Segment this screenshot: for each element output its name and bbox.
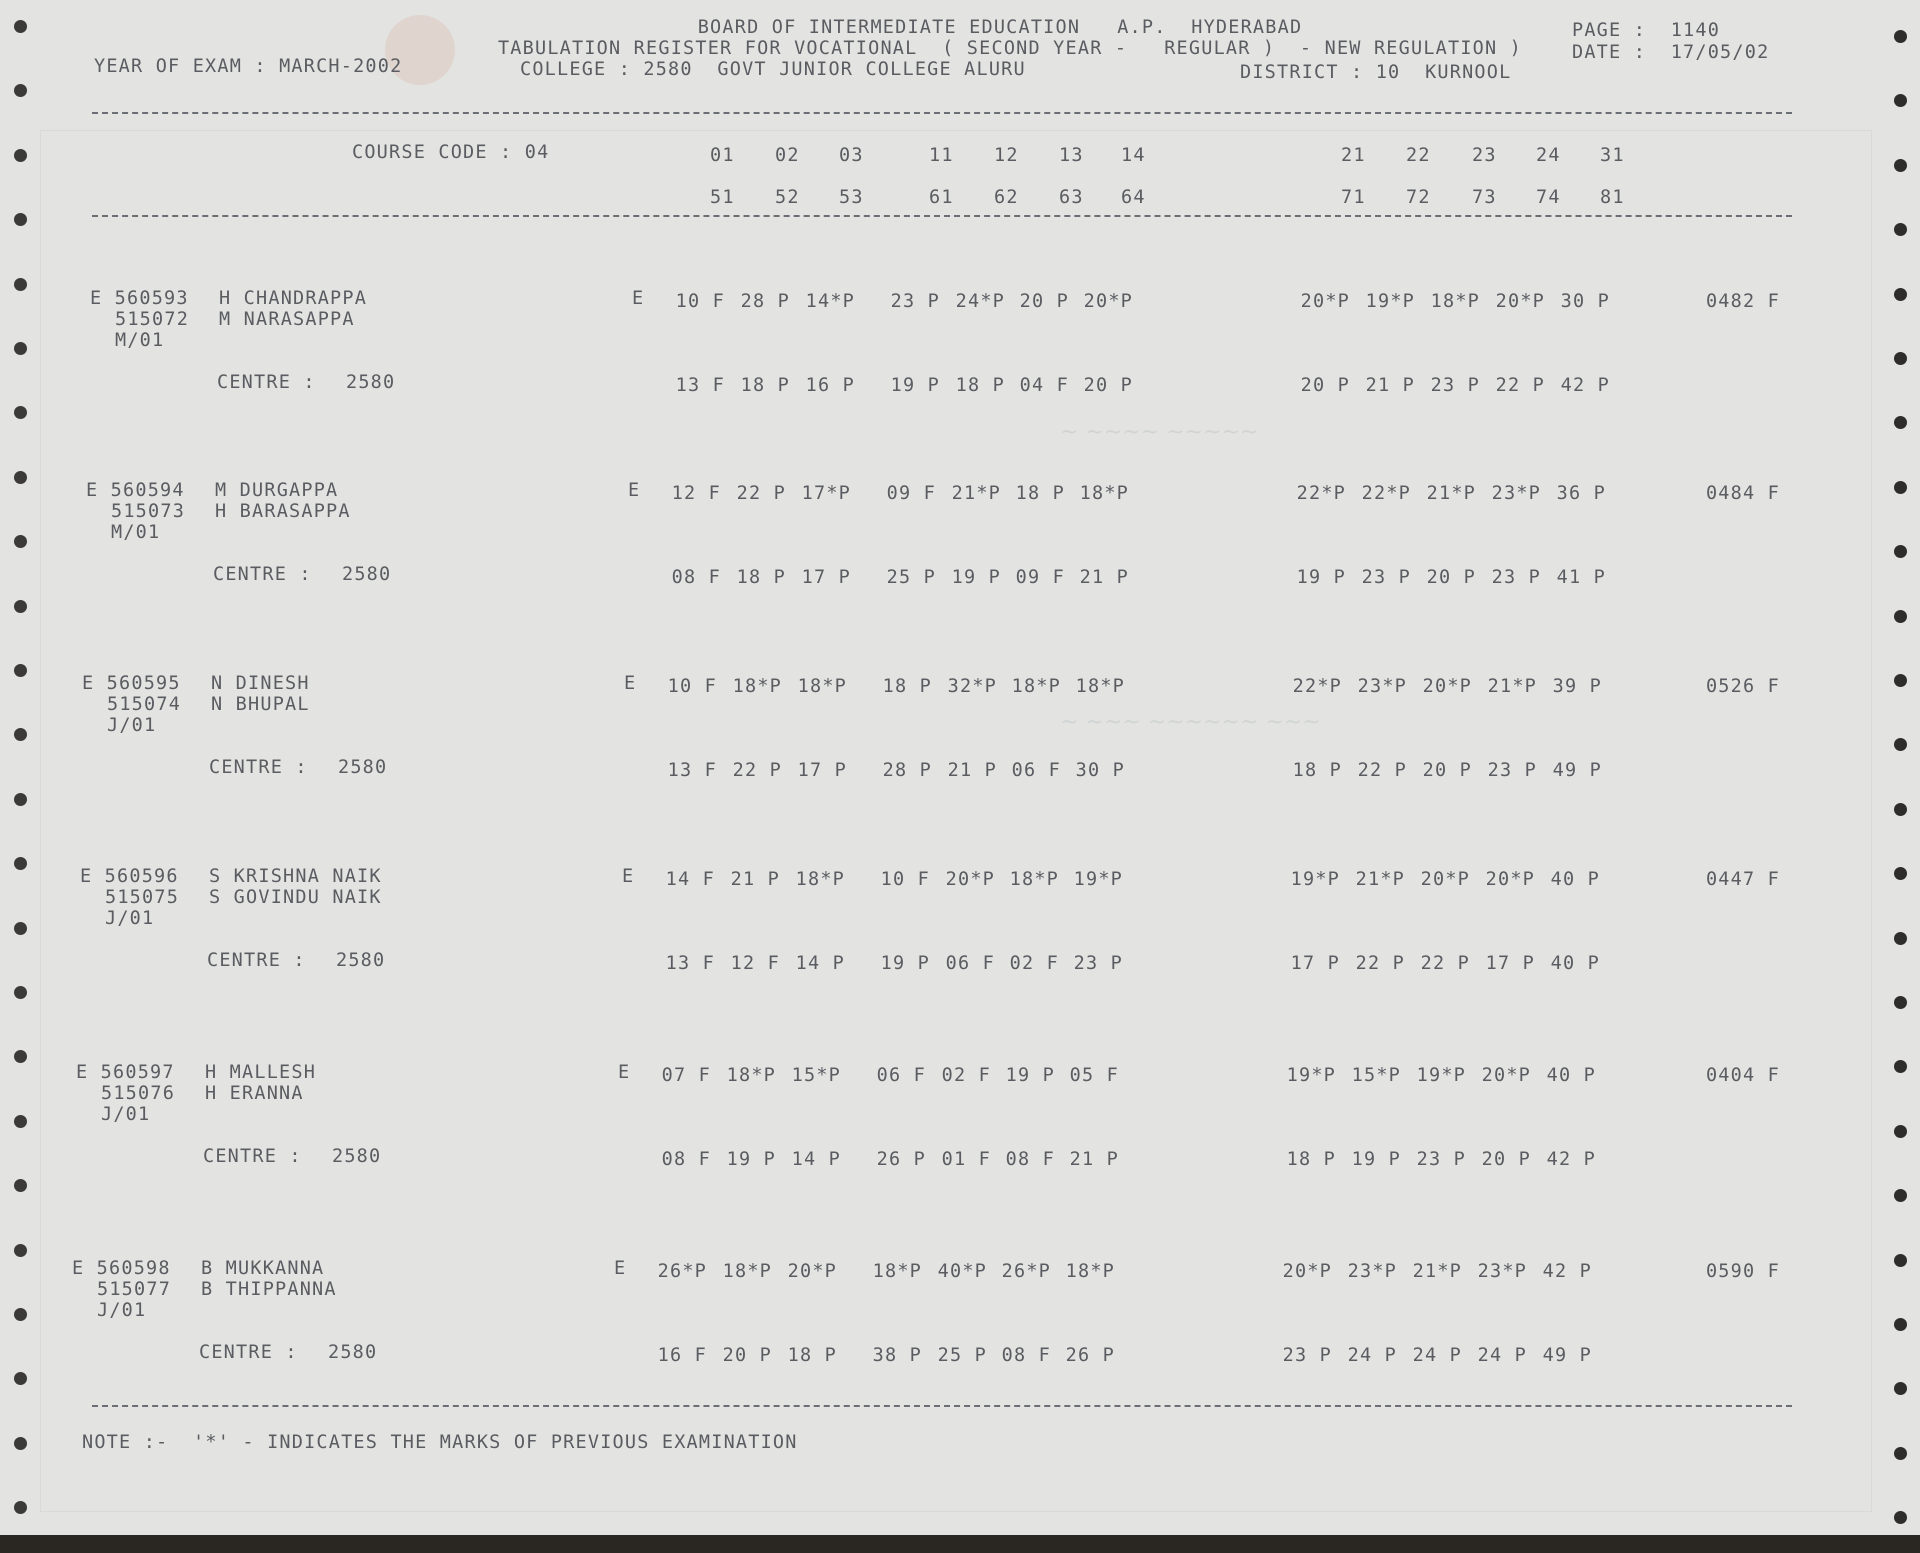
subject-code-row2: 61 bbox=[929, 187, 954, 208]
perforation-hole bbox=[14, 342, 27, 355]
perforation-hole bbox=[1894, 674, 1907, 687]
medium: E bbox=[614, 1258, 627, 1279]
subject-mark-row2: 25 P bbox=[886, 567, 936, 588]
perforation-hole bbox=[1894, 1318, 1907, 1331]
subject-mark-row2: 19 P bbox=[726, 1149, 776, 1170]
subject-mark-row2: 17 P bbox=[1290, 953, 1340, 974]
perforation-hole bbox=[1894, 416, 1907, 429]
father-name: S GOVINDU NAIK bbox=[209, 887, 382, 908]
subject-mark-row1: 18*P bbox=[795, 869, 845, 890]
subject-code-row2: 63 bbox=[1059, 187, 1084, 208]
subject-mark-row2: 19 P bbox=[951, 567, 1001, 588]
subject-mark-row1: 10 F bbox=[880, 869, 930, 890]
subject-mark-row2: 20 P bbox=[1481, 1149, 1531, 1170]
grand-total-result: 0590 F bbox=[1705, 1261, 1780, 1282]
subject-mark-row2: 18 P bbox=[740, 375, 790, 396]
subject-mark-row2: 02 F bbox=[1009, 953, 1059, 974]
subject-mark-row2: 20 P bbox=[1426, 567, 1476, 588]
perforation-hole bbox=[14, 1437, 27, 1450]
perforation-hole bbox=[14, 728, 27, 741]
subject-mark-row1: 07 F bbox=[661, 1065, 711, 1086]
grand-total-result: 0484 F bbox=[1705, 483, 1780, 504]
subject-mark-row1: 20*P bbox=[1495, 291, 1545, 312]
subject-mark-row2: 21 P bbox=[1069, 1149, 1119, 1170]
subject-mark-row2: 38 P bbox=[872, 1345, 922, 1366]
footer-rule bbox=[92, 1405, 1792, 1407]
perforation-hole bbox=[14, 600, 27, 613]
subject-mark-row1: 18*P bbox=[1065, 1261, 1115, 1282]
subject-mark-row1: 18*P bbox=[797, 676, 847, 697]
subject-mark-row1: 26*P bbox=[657, 1261, 707, 1282]
subject-code-row2: 74 bbox=[1536, 187, 1561, 208]
subject-mark-row1: 21 P bbox=[730, 869, 780, 890]
centre-code: 2580 bbox=[342, 564, 392, 585]
subject-mark-row2: 06 F bbox=[1011, 760, 1061, 781]
category-code: J/01 bbox=[105, 908, 155, 929]
subject-mark-row2: 08 F bbox=[671, 567, 721, 588]
category-code: J/01 bbox=[101, 1104, 151, 1125]
perforation-hole bbox=[1894, 545, 1907, 558]
subject-mark-row2: 18 P bbox=[787, 1345, 837, 1366]
perforation-hole bbox=[14, 1179, 27, 1192]
grand-total-result: 0482 F bbox=[1705, 291, 1780, 312]
registration-number: 515077 bbox=[97, 1279, 172, 1300]
subject-mark-row1: 18*P bbox=[1011, 676, 1061, 697]
subject-mark-row1: 17*P bbox=[801, 483, 851, 504]
subject-mark-row1: 02 F bbox=[941, 1065, 991, 1086]
registration-number: 515076 bbox=[101, 1083, 176, 1104]
subject-mark-row1: 18*P bbox=[1079, 483, 1129, 504]
district-info: DISTRICT : 10 KURNOOL bbox=[1240, 62, 1512, 83]
candidate-name: S KRISHNA NAIK bbox=[209, 866, 382, 887]
perforation-hole bbox=[1894, 1511, 1907, 1524]
subject-mark-row2: 19 P bbox=[1351, 1149, 1401, 1170]
subject-mark-row2: 19 P bbox=[880, 953, 930, 974]
centre-code: 2580 bbox=[338, 757, 388, 778]
subject-mark-row2: 17 P bbox=[801, 567, 851, 588]
centre-code: 2580 bbox=[346, 372, 396, 393]
hall-ticket-number: E 560595 bbox=[82, 673, 181, 694]
medium: E bbox=[632, 288, 645, 309]
subject-mark-row1: 22 P bbox=[736, 483, 786, 504]
category-code: M/01 bbox=[115, 330, 165, 351]
subject-mark-row2: 24 P bbox=[1347, 1345, 1397, 1366]
perforation-hole bbox=[14, 1501, 27, 1514]
perforation-hole bbox=[14, 986, 27, 999]
candidate-name: H CHANDRAPPA bbox=[219, 288, 368, 309]
perforation-hole bbox=[1894, 803, 1907, 816]
subject-mark-row1: 18*P bbox=[732, 676, 782, 697]
subject-mark-row2: 19 P bbox=[1296, 567, 1346, 588]
subject-mark-row2: 06 F bbox=[945, 953, 995, 974]
subject-mark-row1: 40*P bbox=[937, 1261, 987, 1282]
subject-code-row1: 12 bbox=[994, 145, 1019, 166]
perforation-hole bbox=[1894, 996, 1907, 1009]
subject-mark-row1: 18*P bbox=[1075, 676, 1125, 697]
subject-mark-row2: 09 F bbox=[1015, 567, 1065, 588]
subject-code-row2: 81 bbox=[1600, 187, 1625, 208]
subject-mark-row1: 18 P bbox=[882, 676, 932, 697]
subject-mark-row2: 14 P bbox=[791, 1149, 841, 1170]
perforation-hole bbox=[14, 84, 27, 97]
subject-mark-row2: 21 P bbox=[1079, 567, 1129, 588]
hall-ticket-number: E 560596 bbox=[80, 866, 179, 887]
subject-mark-row2: 22 P bbox=[732, 760, 782, 781]
subject-mark-row1: 05 F bbox=[1069, 1065, 1119, 1086]
perforation-hole bbox=[1894, 481, 1907, 494]
perforation-hole bbox=[1894, 610, 1907, 623]
perforation-hole bbox=[14, 1115, 27, 1128]
subject-code-row1: 11 bbox=[929, 145, 954, 166]
subject-code-row1: 24 bbox=[1536, 145, 1561, 166]
subject-mark-row1: 20*P bbox=[1300, 291, 1350, 312]
subject-mark-row2: 14 P bbox=[795, 953, 845, 974]
category-code: M/01 bbox=[111, 522, 161, 543]
registration-number: 515074 bbox=[107, 694, 182, 715]
column-header-rule bbox=[92, 215, 1792, 217]
subject-mark-row2: 24 P bbox=[1477, 1345, 1527, 1366]
perforation-hole bbox=[14, 535, 27, 548]
perforation-hole bbox=[14, 1050, 27, 1063]
centre-code: 2580 bbox=[332, 1146, 382, 1167]
subject-mark-row2: 20 P bbox=[1300, 375, 1350, 396]
centre-code: 2580 bbox=[336, 950, 386, 971]
perforation-hole bbox=[1894, 738, 1907, 751]
centre-label: CENTRE : bbox=[203, 1146, 302, 1167]
subject-mark-row1: 28 P bbox=[740, 291, 790, 312]
perforation-hole bbox=[1894, 288, 1907, 301]
father-name: H BARASAPPA bbox=[215, 501, 351, 522]
perforation-hole bbox=[14, 471, 27, 484]
subject-mark-row2: 42 P bbox=[1546, 1149, 1596, 1170]
subject-mark-row1: 22*P bbox=[1361, 483, 1411, 504]
subject-code-row1: 02 bbox=[775, 145, 800, 166]
subject-mark-row2: 12 F bbox=[730, 953, 780, 974]
board-title: BOARD OF INTERMEDIATE EDUCATION A.P. HYDERABAD bbox=[697, 17, 1303, 38]
subject-mark-row2: 08 F bbox=[1001, 1345, 1051, 1366]
faint-handwriting-mark: ~ ~~~ ~~~~~~ ~~~ bbox=[1060, 710, 1321, 735]
subject-mark-row2: 18 P bbox=[1292, 760, 1342, 781]
subject-mark-row2: 13 F bbox=[667, 760, 717, 781]
perforation-hole bbox=[1894, 1125, 1907, 1138]
grand-total-result: 0404 F bbox=[1705, 1065, 1780, 1086]
centre-label: CENTRE : bbox=[217, 372, 316, 393]
subject-mark-row1: 20*P bbox=[945, 869, 995, 890]
subject-mark-row1: 21*P bbox=[1487, 676, 1537, 697]
subject-mark-row1: 39 P bbox=[1552, 676, 1602, 697]
centre-code: 2580 bbox=[328, 1342, 378, 1363]
subject-mark-row1: 18*P bbox=[726, 1065, 776, 1086]
subject-mark-row1: 26*P bbox=[1001, 1261, 1051, 1282]
subject-mark-row1: 20 P bbox=[1019, 291, 1069, 312]
candidate-name: M DURGAPPA bbox=[215, 480, 339, 501]
registration-number: 515075 bbox=[105, 887, 180, 908]
subject-mark-row1: 40 P bbox=[1550, 869, 1600, 890]
subject-mark-row2: 28 P bbox=[882, 760, 932, 781]
subject-mark-row2: 18 P bbox=[1286, 1149, 1336, 1170]
subject-mark-row2: 18 P bbox=[955, 375, 1005, 396]
subject-mark-row2: 40 P bbox=[1550, 953, 1600, 974]
subject-mark-row2: 20 P bbox=[1422, 760, 1472, 781]
subject-mark-row1: 10 F bbox=[667, 676, 717, 697]
subject-mark-row1: 18*P bbox=[872, 1261, 922, 1282]
subject-mark-row1: 20*P bbox=[1282, 1261, 1332, 1282]
subject-mark-row1: 18*P bbox=[722, 1261, 772, 1282]
subject-mark-row1: 23*P bbox=[1347, 1261, 1397, 1282]
subject-mark-row1: 21*P bbox=[1412, 1261, 1462, 1282]
subject-code-row1: 01 bbox=[710, 145, 735, 166]
hall-ticket-number: E 560597 bbox=[76, 1062, 175, 1083]
subject-mark-row2: 01 F bbox=[941, 1149, 991, 1170]
subject-mark-row1: 10 F bbox=[675, 291, 725, 312]
perforation-hole bbox=[1894, 1254, 1907, 1267]
subject-mark-row1: 19 P bbox=[1005, 1065, 1055, 1086]
perforation-hole bbox=[1894, 352, 1907, 365]
subject-mark-row1: 14 F bbox=[665, 869, 715, 890]
subject-code-row1: 03 bbox=[839, 145, 864, 166]
perforation-hole bbox=[1894, 159, 1907, 172]
perforation-hole bbox=[1894, 932, 1907, 945]
subject-mark-row2: 23 P bbox=[1073, 953, 1123, 974]
medium: E bbox=[628, 480, 641, 501]
registration-number: 515072 bbox=[115, 309, 190, 330]
subject-mark-row1: 24*P bbox=[955, 291, 1005, 312]
subject-code-row2: 71 bbox=[1341, 187, 1366, 208]
subject-mark-row2: 49 P bbox=[1542, 1345, 1592, 1366]
perforation-hole bbox=[1894, 1382, 1907, 1395]
subject-mark-row1: 40 P bbox=[1546, 1065, 1596, 1086]
subject-code-row1: 21 bbox=[1341, 145, 1366, 166]
footnote: NOTE :- '*' - INDICATES THE MARKS OF PREVIOUS EXAMINATION bbox=[82, 1432, 798, 1453]
medium: E bbox=[622, 866, 635, 887]
perforation-hole bbox=[14, 1244, 27, 1257]
centre-label: CENTRE : bbox=[213, 564, 312, 585]
subject-mark-row2: 25 P bbox=[937, 1345, 987, 1366]
subject-code-row2: 53 bbox=[839, 187, 864, 208]
subject-code-row1: 13 bbox=[1059, 145, 1084, 166]
subject-mark-row1: 32*P bbox=[947, 676, 997, 697]
subject-mark-row1: 06 F bbox=[876, 1065, 926, 1086]
subject-mark-row1: 19*P bbox=[1073, 869, 1123, 890]
subject-mark-row2: 23 P bbox=[1487, 760, 1537, 781]
subject-mark-row1: 18 P bbox=[1015, 483, 1065, 504]
centre-label: CENTRE : bbox=[199, 1342, 298, 1363]
subject-mark-row1: 23*P bbox=[1357, 676, 1407, 697]
subject-mark-row1: 19*P bbox=[1286, 1065, 1336, 1086]
perforation-hole bbox=[14, 406, 27, 419]
subject-mark-row1: 19*P bbox=[1365, 291, 1415, 312]
father-name: H ERANNA bbox=[205, 1083, 304, 1104]
subject-mark-row2: 23 P bbox=[1430, 375, 1480, 396]
subject-mark-row1: 20*P bbox=[1420, 869, 1470, 890]
subject-mark-row2: 17 P bbox=[1485, 953, 1535, 974]
perforation-hole bbox=[14, 1372, 27, 1385]
candidate-name: N DINESH bbox=[211, 673, 310, 694]
hall-ticket-number: E 560594 bbox=[86, 480, 185, 501]
perforation-hole bbox=[14, 664, 27, 677]
perforation-hole bbox=[1894, 30, 1907, 43]
grand-total-result: 0447 F bbox=[1705, 869, 1780, 890]
subject-code-row2: 73 bbox=[1472, 187, 1497, 208]
subject-mark-row1: 20*P bbox=[1485, 869, 1535, 890]
subject-mark-row2: 13 F bbox=[665, 953, 715, 974]
medium: E bbox=[618, 1062, 631, 1083]
subject-mark-row1: 22*P bbox=[1292, 676, 1342, 697]
subject-mark-row2: 49 P bbox=[1552, 760, 1602, 781]
subject-mark-row2: 23 P bbox=[1491, 567, 1541, 588]
subject-mark-row1: 18*P bbox=[1430, 291, 1480, 312]
perforation-hole bbox=[14, 278, 27, 291]
subject-mark-row1: 20*P bbox=[1422, 676, 1472, 697]
subject-mark-row2: 23 P bbox=[1416, 1149, 1466, 1170]
subject-mark-row2: 23 P bbox=[1361, 567, 1411, 588]
course-code: COURSE CODE : 04 bbox=[352, 142, 550, 163]
subject-mark-row2: 23 P bbox=[1282, 1345, 1332, 1366]
subject-mark-row2: 22 P bbox=[1355, 953, 1405, 974]
subject-mark-row2: 19 P bbox=[890, 375, 940, 396]
candidate-name: B MUKKANNA bbox=[201, 1258, 325, 1279]
subject-mark-row1: 42 P bbox=[1542, 1261, 1592, 1282]
category-code: J/01 bbox=[97, 1300, 147, 1321]
subject-mark-row2: 22 P bbox=[1495, 375, 1545, 396]
perforation-hole bbox=[1894, 1447, 1907, 1460]
subject-mark-row1: 23*P bbox=[1477, 1261, 1527, 1282]
subject-mark-row1: 14*P bbox=[805, 291, 855, 312]
subject-mark-row2: 21 P bbox=[1365, 375, 1415, 396]
subject-mark-row2: 17 P bbox=[797, 760, 847, 781]
subject-code-row2: 62 bbox=[994, 187, 1019, 208]
subject-mark-row2: 22 P bbox=[1420, 953, 1470, 974]
subject-mark-row2: 18 P bbox=[736, 567, 786, 588]
subject-mark-row2: 21 P bbox=[947, 760, 997, 781]
subject-mark-row2: 42 P bbox=[1560, 375, 1610, 396]
subject-mark-row1: 20*P bbox=[787, 1261, 837, 1282]
perforation-hole bbox=[1894, 223, 1907, 236]
subject-mark-row1: 21*P bbox=[951, 483, 1001, 504]
registration-number: 515073 bbox=[111, 501, 186, 522]
perforation-hole bbox=[1894, 1189, 1907, 1202]
grand-total-result: 0526 F bbox=[1705, 676, 1780, 697]
subject-mark-row2: 22 P bbox=[1357, 760, 1407, 781]
centre-label: CENTRE : bbox=[209, 757, 308, 778]
perforation-hole bbox=[1894, 867, 1907, 880]
subject-mark-row1: 21*P bbox=[1355, 869, 1405, 890]
father-name: M NARASAPPA bbox=[219, 309, 355, 330]
subject-code-row1: 23 bbox=[1472, 145, 1497, 166]
subject-mark-row2: 13 F bbox=[675, 375, 725, 396]
subject-mark-row1: 30 P bbox=[1560, 291, 1610, 312]
subject-mark-row2: 26 P bbox=[876, 1149, 926, 1170]
subject-mark-row1: 19*P bbox=[1416, 1065, 1466, 1086]
subject-mark-row1: 15*P bbox=[1351, 1065, 1401, 1086]
page-number: PAGE : 1140 bbox=[1572, 20, 1721, 41]
category-code: J/01 bbox=[107, 715, 157, 736]
subject-mark-row1: 18*P bbox=[1009, 869, 1059, 890]
subject-mark-row1: 20*P bbox=[1083, 291, 1133, 312]
subject-mark-row2: 30 P bbox=[1075, 760, 1125, 781]
centre-label: CENTRE : bbox=[207, 950, 306, 971]
perforation-hole bbox=[1894, 1060, 1907, 1073]
subject-mark-row1: 19*P bbox=[1290, 869, 1340, 890]
subject-mark-row1: 20*P bbox=[1481, 1065, 1531, 1086]
subject-mark-row1: 22*P bbox=[1296, 483, 1346, 504]
register-title: TABULATION REGISTER FOR VOCATIONAL ( SECOND YEAR - REGULAR ) - NEW REGULATION ) bbox=[497, 38, 1523, 59]
subject-code-row1: 14 bbox=[1121, 145, 1146, 166]
subject-mark-row1: 12 F bbox=[671, 483, 721, 504]
perforation-hole bbox=[14, 922, 27, 935]
subject-mark-row1: 36 P bbox=[1556, 483, 1606, 504]
subject-code-row2: 51 bbox=[710, 187, 735, 208]
subject-mark-row1: 23*P bbox=[1491, 483, 1541, 504]
father-name: N BHUPAL bbox=[211, 694, 310, 715]
candidate-name: H MALLESH bbox=[205, 1062, 317, 1083]
subject-mark-row2: 20 P bbox=[1083, 375, 1133, 396]
year-of-exam: YEAR OF EXAM : MARCH-2002 bbox=[94, 56, 403, 77]
subject-mark-row2: 04 F bbox=[1019, 375, 1069, 396]
subject-mark-row2: 26 P bbox=[1065, 1345, 1115, 1366]
print-date: DATE : 17/05/02 bbox=[1572, 42, 1770, 63]
subject-mark-row1: 15*P bbox=[791, 1065, 841, 1086]
subject-mark-row2: 20 P bbox=[722, 1345, 772, 1366]
subject-mark-row1: 09 F bbox=[886, 483, 936, 504]
subject-mark-row2: 24 P bbox=[1412, 1345, 1462, 1366]
subject-mark-row2: 08 F bbox=[661, 1149, 711, 1170]
subject-mark-row2: 16 F bbox=[657, 1345, 707, 1366]
subject-mark-row2: 16 P bbox=[805, 375, 855, 396]
medium: E bbox=[624, 673, 637, 694]
perforation-hole bbox=[14, 20, 27, 33]
perforation-hole bbox=[14, 149, 27, 162]
perforation-hole bbox=[14, 793, 27, 806]
subject-code-row1: 31 bbox=[1600, 145, 1625, 166]
subject-code-row2: 64 bbox=[1121, 187, 1146, 208]
subject-mark-row1: 21*P bbox=[1426, 483, 1476, 504]
subject-mark-row1: 23 P bbox=[890, 291, 940, 312]
college-info: COLLEGE : 2580 GOVT JUNIOR COLLEGE ALURU bbox=[520, 59, 1026, 80]
subject-mark-row2: 08 F bbox=[1005, 1149, 1055, 1170]
header-rule bbox=[92, 112, 1792, 114]
hall-ticket-number: E 560593 bbox=[90, 288, 189, 309]
subject-code-row2: 72 bbox=[1406, 187, 1431, 208]
faint-handwriting-mark: ~ ~~~~ ~~~~~ bbox=[1060, 420, 1259, 445]
hall-ticket-number: E 560598 bbox=[72, 1258, 171, 1279]
father-name: B THIPPANNA bbox=[201, 1279, 337, 1300]
perforation-hole bbox=[1894, 94, 1907, 107]
perforation-hole bbox=[14, 857, 27, 870]
perforation-hole bbox=[14, 213, 27, 226]
perforation-hole bbox=[14, 1308, 27, 1321]
subject-code-row1: 22 bbox=[1406, 145, 1431, 166]
subject-mark-row2: 41 P bbox=[1556, 567, 1606, 588]
subject-code-row2: 52 bbox=[775, 187, 800, 208]
